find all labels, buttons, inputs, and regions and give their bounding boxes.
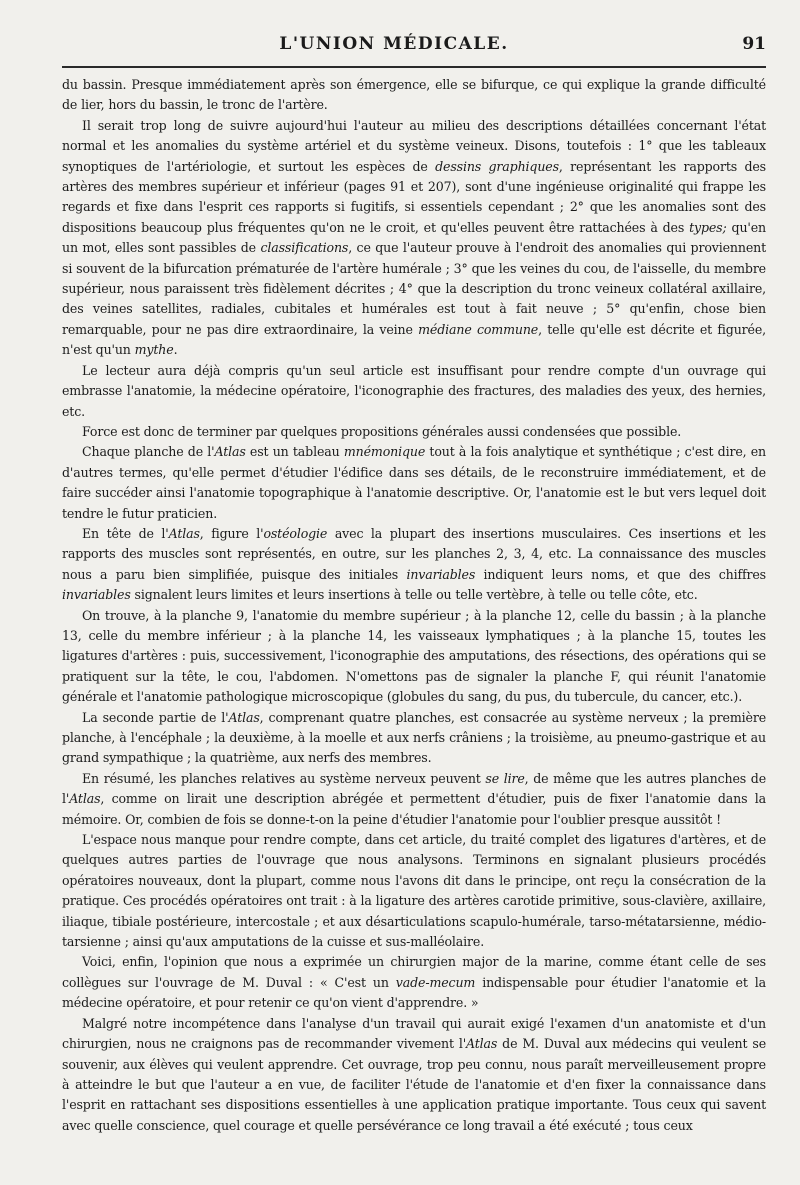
- text-run: , représentant les rapports des artères des membres supérieur et inférieur (pages 91 et 207), sont d'une ingénieuse originalité qui frappe les regards et fixe dans l'esprit ces rapports si fugitifs, si essentiels cependant ; 2° que les anomalies sont des dispositions beaucoup plus fréquentes qu'on ne le croit, et qu'elles peuvent être rattachées à des: [62, 158, 766, 235]
- text-run: Voici, enfin, l'opinion que nous a exprimée un chirurgien major de la marine, comme étant celle de ses collègues sur l'ouvrage de M. Duval : « C'est un: [62, 954, 766, 990]
- text-run: avec la plupart des insertions musculaires. Ces insertions et les rapports des muscles sont représentés, en outre, sur les planches 2, 3, 4, etc. La connaissance des muscles nous a paru bien simplifiée, puisque des initiales: [62, 525, 766, 582]
- running-title: L'UNION MÉDICALE.: [279, 34, 509, 54]
- italic-text: invariables: [62, 587, 131, 603]
- text-run: En tête de l': [82, 525, 169, 541]
- text-run: On trouve, à la planche 9, l'anatomie du membre supérieur ; à la planche 12, celle du bassin ; à la planche 13, celle du membre inférieur ; à la planche 14, les vaisseaux lymphatiques ; à la planche 15, toutes les ligatures d'artères : puis, successivement, l'iconographie des amputations, des résections, des opérations qui se pratiquent sur la tête, le cou, l'abdomen. N'omettons pas de signaler la planche F, qui réunit l'anatomie générale et l'anatomie pathologique microscopique (globules du sang, du pus, du tubercule, du cancer, etc.).: [62, 607, 766, 705]
- text-run: Le lecteur aura déjà compris qu'un seul article est insuffisant pour rendre compte d'un ouvrage qui embrasse l'anatomie, la médecine opératoire, l'iconographie des fractures, des maladies des yeux, des hernies, etc.: [62, 362, 766, 419]
- article-body: [62, 75, 766, 1136]
- text-run: .: [173, 342, 178, 358]
- text-run: Malgré notre incompétence dans l'analyse d'un travail qui aurait exigé l'examen d'un anatomiste et d'un chirurgien, nous ne craignons pas de recommander vivement l': [62, 1015, 766, 1052]
- text-run: qu'en un mot, elles sont passibles de: [62, 219, 766, 256]
- italic-text: classifications: [260, 240, 349, 256]
- text-run: L'espace nous manque pour rendre compte, dans cet article, du traité complet des ligatures d'artères, et de quelques autres parties de l'ouvrage que nous analysons. Terminons en signalant plusieurs procédés opératoires nouveaux, dont la plupart, comme nous l'avons dit dans le principe, ont reçu la consécration de la pratique. Ces procédés opératoires ont trait : à la ligature des artères carotide primitive, sous-clavière, axillaire, iliaque, tibiale postérieure, intercostale ; et aux désarticulations scapulo-humérale, tarso-métatarsienne, médio-tarsienne ; ainsi qu'aux amputations de la cuisse et sus-malléolaire.: [62, 832, 766, 950]
- italic-text: se lire: [485, 770, 525, 786]
- italic-text: Atlas: [168, 525, 200, 541]
- text-run: indispensable pour étudier l'anatomie et la médecine opératoire, et pour retenir ce qu'on vient d'apprendre. »: [62, 974, 766, 1011]
- italic-text: médiane commune: [418, 321, 539, 337]
- text-run: , figure l': [199, 525, 264, 541]
- text-run: En résumé, les planches relatives au système nerveux peuvent: [82, 770, 486, 786]
- text-run: Chaque planche de l': [82, 444, 215, 460]
- text-run: signalent leurs limites et leurs insertions à telle ou telle vertèbre, à telle ou telle côte, etc.: [130, 587, 698, 603]
- paragraph: [62, 442, 766, 524]
- text-run: , de même que les autres planches de l': [62, 770, 766, 807]
- text-run: , comme on lirait une description abrégée et permettent d'étudier, puis de fixer l'anatomie dans la mémoire. Or, combien de fois se donne-t-on la peine d'étudier l'anatomie pour l'oublier presque aussitôt !: [62, 791, 766, 827]
- italic-text: Atlas: [69, 791, 101, 807]
- italic-text: mythe: [134, 342, 174, 358]
- paragraph: [62, 606, 766, 708]
- text-run: du bassin. Presque immédiatement après son émergence, elle se bifurque, ce qui explique la grande difficulté de lier, hors du bassin, le tronc de l'artère.: [62, 77, 766, 113]
- text-run: , comprenant quatre planches, est consacrée au système nerveux ; la première planche, à l'encéphale ; la deuxième, à la moelle et aux nerfs crâniens ; la troisième, au pneumo-gastrique et au grand sympathique ; la quatrième, aux nerfs des membres.: [62, 709, 766, 766]
- italic-text: Atlas: [466, 1036, 498, 1052]
- italic-text: mnémonique: [343, 444, 426, 460]
- header-rule: [62, 66, 766, 68]
- italic-text: Atlas: [228, 709, 260, 725]
- paragraph: [62, 1014, 766, 1136]
- italic-text: vade-mecum: [395, 974, 476, 990]
- italic-text: types;: [689, 219, 727, 235]
- text-run: Force est donc de terminer par quelques propositions générales aussi condensées que possible.: [82, 423, 682, 439]
- text-run: , telle qu'elle est décrite et figurée, n'est qu'un: [62, 321, 766, 358]
- page-header: [62, 26, 766, 60]
- text-run: tout à la fois analytique et synthétique ; c'est dire, en d'autres termes, qu'elle permet d'étudier l'édifice dans ses détails, de le reconstruire immédiatement, et de faire succéder ainsi l'anatomie topographique à l'anatomie descriptive. Or, l'anatomie est le but vers lequel doit tendre le futur praticien.: [62, 444, 767, 521]
- page-number: 91: [742, 34, 766, 54]
- text-run: Il serait trop long de suivre aujourd'hui l'auteur au milieu des descriptions détaillées concernant l'état normal et les anomalies du système artériel et du système veineux. Disons, toutefois : 1° que les tableaux synoptiques de l'artériologie, et surtout les espèces de: [62, 117, 766, 174]
- paragraph: [62, 116, 766, 361]
- italic-text: invariables: [406, 566, 476, 582]
- paragraph: [62, 422, 766, 442]
- italic-text: Atlas: [214, 444, 246, 460]
- italic-text: ostéologie: [263, 525, 328, 541]
- paragraph: [62, 708, 766, 769]
- paragraph: [62, 952, 766, 1013]
- text-run: La seconde partie de l': [82, 709, 229, 725]
- paragraph: [62, 361, 766, 422]
- text-run: , ce que l'auteur prouve à l'endroit des anomalies qui proviennent si souvent de la bifurcation prématurée de l'artère humérale ; 3° que les veines du cou, de l'aisselle, du membre supérieur, nous paraissent très fidèlement décrites ; 4° que la description du tronc veineux collatéral axillaire, des veines satellites, radiales, cubitales et humérales est tout à fait neuve ; 5° qu'enfin, chose bien remarquable, pour ne pas dire extraordinaire, la veine: [62, 240, 767, 337]
- paragraph: [62, 769, 766, 830]
- text-run: est un tableau: [245, 444, 344, 460]
- text-run: indiquent leurs noms, et que des chiffres: [475, 566, 766, 582]
- text-run: de M. Duval aux médecins qui veulent se souvenir, aux élèves qui veulent apprendre. Cet ouvrage, trop peu connu, nous paraît merveilleusement propre à atteindre le but que l'auteur a en vue, de faciliter l'étude de l'anatomie et d'en fixer la connaissance dans l'esprit en rattachant ses dispositions essentielles à une application pratique importante. Tous ceux qui savent avec quelle conscience, quel courage et quelle persévérance ce long travail a été exécuté ; tous ceux: [62, 1036, 766, 1133]
- paragraph: [62, 75, 766, 116]
- paragraph: [62, 830, 766, 952]
- paragraph: [62, 524, 766, 606]
- italic-text: dessins graphiques: [435, 158, 559, 174]
